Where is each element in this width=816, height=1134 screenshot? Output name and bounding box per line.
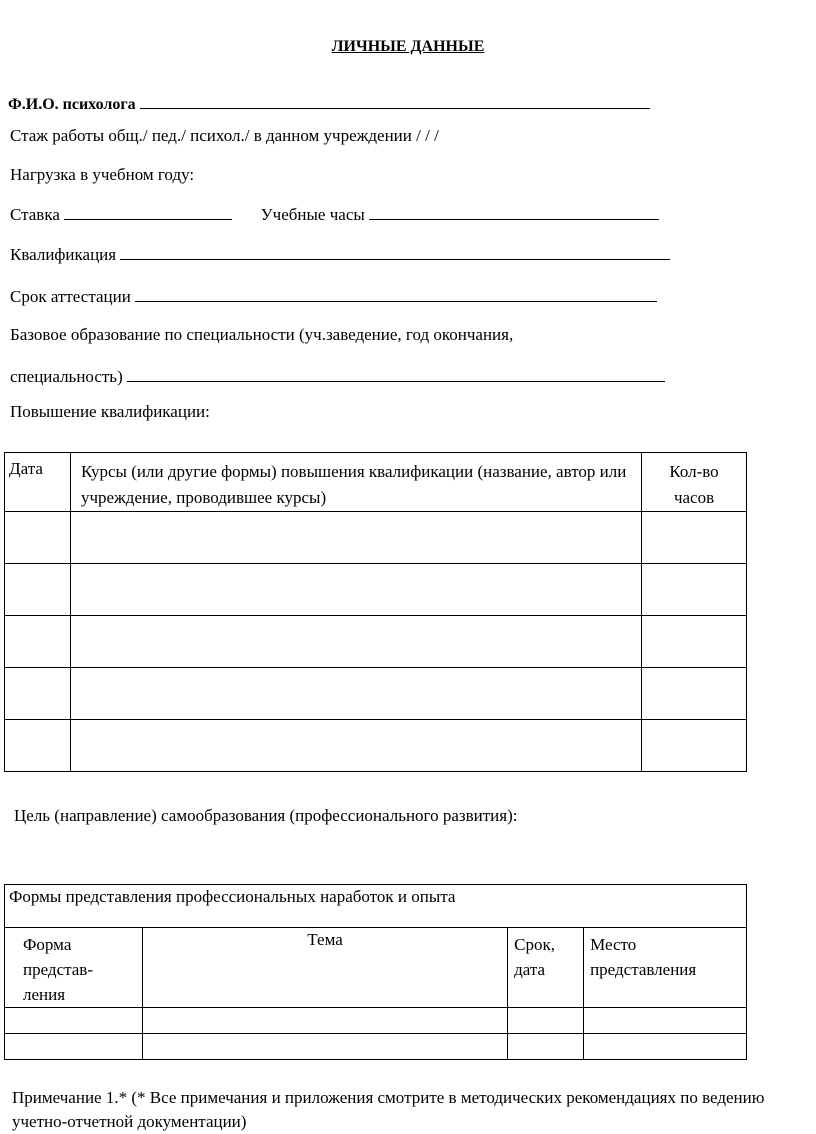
nagruzka-label: Нагрузка в учебном году: <box>10 165 195 184</box>
experience-header-row <box>5 928 747 1008</box>
table-row <box>5 616 747 668</box>
srok-label: Срок аттестации <box>10 287 131 306</box>
topic-cell[interactable] <box>142 1008 507 1034</box>
table-row <box>5 720 747 772</box>
stazh-line: Стаж работы общ./ пед./ психол./ в данном учреждении / / / <box>10 126 439 145</box>
date-cell[interactable] <box>5 668 71 720</box>
hours-cell[interactable] <box>642 668 747 720</box>
footnote: Примечание 1.* (* Все примечания и приложения смотрите в методических рекомендациях по ведению учетно-отчетной документации) <box>12 1088 765 1131</box>
col-date-header: Срок, дата <box>508 928 584 1008</box>
table-row <box>5 512 747 564</box>
form-cell[interactable] <box>5 1034 143 1060</box>
date-cell[interactable] <box>5 616 71 668</box>
table-row <box>5 564 747 616</box>
baz-input-line[interactable] <box>127 365 665 382</box>
courses-table <box>4 452 747 772</box>
fio-input-line[interactable] <box>140 92 650 109</box>
col-hours-header: Кол-во часов <box>642 453 747 512</box>
page-title: ЛИЧНЫЕ ДАННЫЕ <box>331 38 485 55</box>
date-cell[interactable] <box>508 1008 584 1034</box>
baz-line2: специальность) <box>10 367 123 386</box>
table-row <box>5 1034 747 1060</box>
courses-cell[interactable] <box>70 616 641 668</box>
povysh-label: Повышение квалификации: <box>10 402 210 421</box>
kvalif-input-line[interactable] <box>120 243 670 260</box>
table-header-row <box>5 453 747 512</box>
col-date-header: Дата <box>5 453 71 512</box>
place-cell[interactable] <box>584 1008 747 1034</box>
place-cell[interactable] <box>584 1034 747 1060</box>
goal-label: Цель (направление) самообразования (профессионального развития): <box>14 806 518 825</box>
experience-table <box>4 884 747 1060</box>
srok-input-line[interactable] <box>135 285 657 302</box>
experience-title: Формы представления профессиональных наработок и опыта <box>5 885 747 928</box>
kvalif-label: Квалификация <box>10 245 117 264</box>
fio-field <box>8 92 650 114</box>
baz-line1: Базовое образование по специальности (уч.заведение, год окончания, <box>10 325 514 344</box>
form-cell[interactable] <box>5 1008 143 1034</box>
col-topic-header: Тема <box>142 928 507 1008</box>
hours-cell[interactable] <box>642 564 747 616</box>
table-row <box>5 1008 747 1034</box>
courses-cell[interactable] <box>70 720 641 772</box>
baz-row2 <box>10 365 665 387</box>
courses-cell[interactable] <box>70 668 641 720</box>
hours-cell[interactable] <box>642 720 747 772</box>
date-cell[interactable] <box>5 512 71 564</box>
fio-label: Ф.И.О. психолога <box>8 96 136 113</box>
courses-cell[interactable] <box>70 564 641 616</box>
topic-cell[interactable] <box>142 1034 507 1060</box>
hours-input-line[interactable] <box>369 203 659 220</box>
stavka-label: Ставка <box>10 205 60 224</box>
kvalif-row <box>10 243 670 265</box>
date-cell[interactable] <box>5 720 71 772</box>
courses-cell[interactable] <box>70 512 641 564</box>
date-cell[interactable] <box>508 1034 584 1060</box>
hours-label: Учебные часы <box>260 205 365 224</box>
table-row <box>5 668 747 720</box>
col-form-header: Форма представ-ления <box>5 928 143 1008</box>
srok-row <box>10 285 657 307</box>
experience-title-row <box>5 885 747 928</box>
stavka-row <box>10 203 659 225</box>
hours-cell[interactable] <box>642 616 747 668</box>
col-courses-header: Курсы (или другие формы) повышения квалификации (название, автор или учреждение, проводившее курсы) <box>70 453 641 512</box>
col-place-header: Место представления <box>584 928 747 1008</box>
date-cell[interactable] <box>5 564 71 616</box>
stavka-input-line[interactable] <box>64 203 232 220</box>
hours-cell[interactable] <box>642 512 747 564</box>
